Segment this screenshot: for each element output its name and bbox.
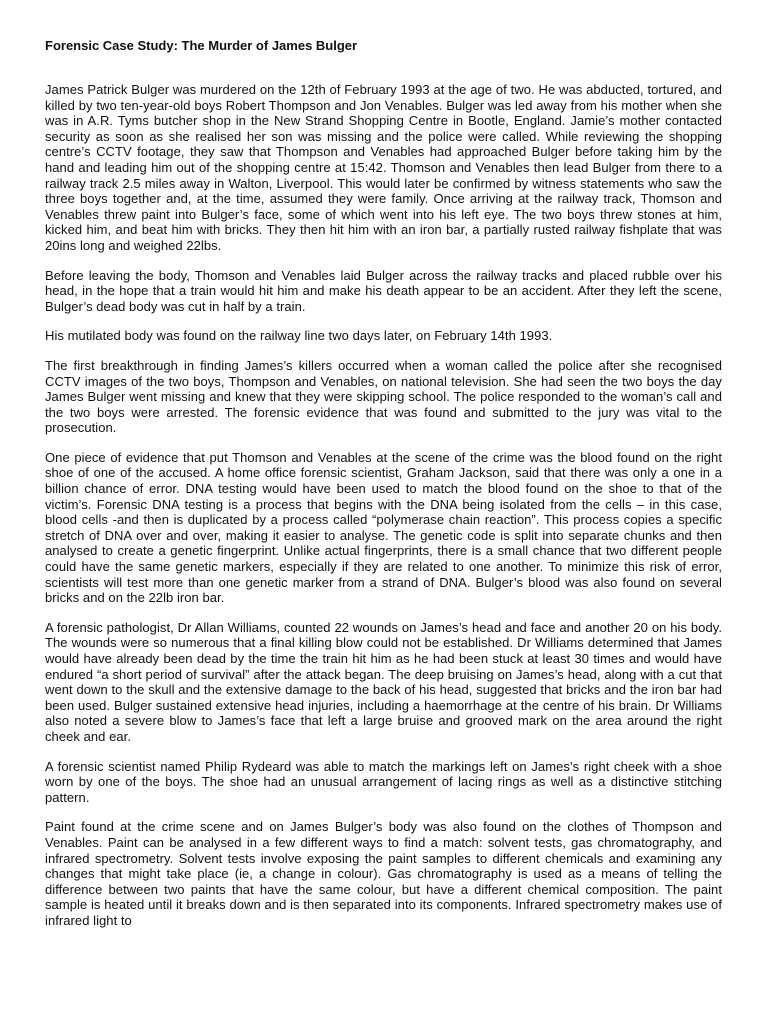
paragraph-pathologist: A forensic pathologist, Dr Allan Williams, counted 22 wounds on James’s head and face and another 20 on his body. The wounds were so numerous that a final killing blow could not be established. Dr Williams determined that James would have already been dead by the time the train hit him as he had been stuck at least 30 times and would have endured “a short period of survival” after the attack began. The deep bruising on James’s head, along with a cut that went down to the skull and the extensive damage to the back of his head, suggested that bricks and the iron bar had been used. Bulger sustained extensive head injuries, including a haemorrhage at the centre of his brain. Dr Williams also noted a severe blow to James’s face that left a large bruise and grooved mark on the area around the right cheek and ear. (45, 619, 722, 744)
document-title: Forensic Case Study: The Murder of James Bulger (45, 38, 358, 53)
paragraph-breakthrough: The first breakthrough in finding James’s killers occurred when a woman called the police after she recognised CCTV images of the two boys, Thompson and Venables, on national television. She had seen the two boys the day James Bulger went missing and knew that they were skipping school. The police responded to the woman’s call and the two boys were arrested. The forensic evidence that was found and submitted to the jury was vital to the prosecution. (45, 357, 722, 436)
document-page (45, 38, 722, 943)
paragraph-paint-analysis: Paint found at the crime scene and on James Bulger’s body was also found on the clothes of Thompson and Venables. Paint can be analysed in a few different ways to find a match: solvent tests, gas chromatography, and infrared spectrometry. Solvent tests involve exposing the paint samples to different chemicals and examining any changes that might take place (ie, a change in colour). Gas chromatography is used as a means of telling the difference between two paints that have the same colour, but have a different chemical composition. The paint sample is heated until it breaks down and is then separated into its components. Infrared spectrometry makes use of infrared light to (45, 819, 722, 928)
paragraph-body-left: Before leaving the body, Thomson and Venables laid Bulger across the railway tracks and placed rubble over his head, in the hope that a train would hit him and make his death appear to be an accident. After they left the scene, Bulger’s dead body was cut in half by a train. (45, 267, 722, 314)
paragraph-blood-evidence: One piece of evidence that put Thomson and Venables at the scene of the crime was the blood found on the right shoe of one of the accused. A home office forensic scientist, Graham Jackson, said that there was only a one in a billion chance of error. DNA testing would have been used to match the blood found on the shoe to that of the victim’s. Forensic DNA testing is a process that begins with the DNA being isolated from the cells – in this case, blood cells -and then is duplicated by a process called “polymerase chain reaction”. This process copies a specific stretch of DNA over and over, making it easier to analyse. The genetic code is split into separate chunks and then analysed to create a genetic fingerprint. Unlike actual fingerprints, there is a small chance that two different people could have the same genetic markers, especially if they are related to one another. To minimize this risk of error, scientists will test more than one genetic marker from a strand of DNA. Bulger’s blood was also found on several bricks and on the 22lb iron bar. (45, 449, 722, 606)
paragraph-shoe-markings: A forensic scientist named Philip Rydeard was able to match the markings left on James’s right cheek with a shoe worn by one of the boys. The shoe had an unusual arrangement of lacing rings as well as a distinctive stitching pattern. (45, 758, 722, 805)
paragraph-abduction: James Patrick Bulger was murdered on the 12th of February 1993 at the age of two. He was abducted, tortured, and killed by two ten-year-old boys Robert Thompson and Jon Venables. Bulger was led away from his mother when she was in A.R. Tyms butcher shop in the New Strand Shopping Centre in Bootle, England. Jamie’s mother contacted security as soon as she realised her son was missing and the police were called. While reviewing the shopping centre’s CCTV footage, they saw that Thompson and Venables had approached Bulger before taking him by the hand and leading him out of the shopping centre at 15:42. Thomson and Venables then lead Bulger from there to a railway track 2.5 miles away in Walton, Liverpool. This would later be confirmed by witness statements who saw the three boys together and, at the time, assumed they were family. Once arriving at the railway track, Thomson and Venables threw paint into Bulger’s face, some of which went into his left eye. The two boys threw stones at him, kicked him, and beat him with bricks. They then hit him with an iron bar, a partially rusted railway fishplate that was 20ins long and weighed 22lbs. (45, 82, 722, 253)
paragraph-body-found: His mutilated body was found on the railway line two days later, on February 14th 1993. (45, 328, 553, 344)
